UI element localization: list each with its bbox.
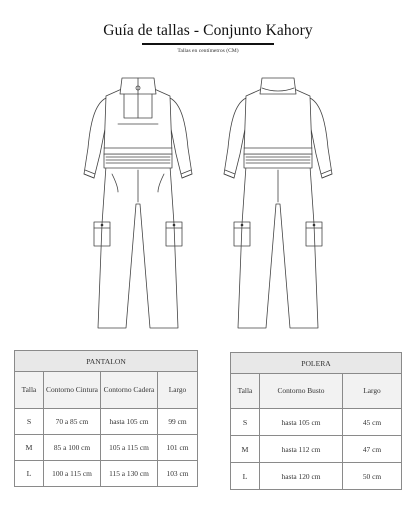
back-view-illustration [218, 74, 338, 339]
header-talla: Talla [15, 372, 44, 409]
cell-hip: 105 a 115 cm [101, 435, 158, 461]
header-largo: Largo [343, 374, 402, 409]
table-row [15, 461, 198, 487]
cell-size: M [15, 435, 44, 461]
header-contorno-busto: Contorno Busto [260, 374, 343, 409]
cell-size: L [15, 461, 44, 487]
header-largo: Largo [158, 372, 198, 409]
page-title: Guía de tallas - Conjunto Kahory [103, 22, 313, 39]
cell-size: S [15, 409, 44, 435]
cell-length: 101 cm [158, 435, 198, 461]
cell-length: 50 cm [343, 463, 402, 490]
cell-size: M [231, 436, 260, 463]
cell-size: S [231, 409, 260, 436]
pantalon-caption: PANTALON [15, 351, 198, 372]
cell-size: L [231, 463, 260, 490]
table-row [231, 463, 402, 490]
title-underline [142, 43, 274, 45]
pantalon-size-table [14, 350, 198, 487]
table-row [231, 409, 402, 436]
cell-waist: 85 a 100 cm [44, 435, 101, 461]
header-contorno-cadera: Contorno Cadera [101, 372, 158, 409]
cell-length: 103 cm [158, 461, 198, 487]
header-talla: Talla [231, 374, 260, 409]
cell-bust: hasta 120 cm [260, 463, 343, 490]
units-subtitle: Tallas en centímetros (CM) [177, 48, 239, 54]
cell-waist: 100 a 115 cm [44, 461, 101, 487]
cell-hip: 115 a 130 cm [101, 461, 158, 487]
table-row [231, 436, 402, 463]
table-row [15, 435, 198, 461]
polera-caption: POLERA [231, 353, 402, 374]
cell-waist: 70 a 85 cm [44, 409, 101, 435]
table-row [15, 409, 198, 435]
front-view-illustration [78, 74, 198, 339]
cell-bust: hasta 112 cm [260, 436, 343, 463]
cell-hip: hasta 105 cm [101, 409, 158, 435]
header-contorno-cintura: Contorno Cintura [44, 372, 101, 409]
cell-length: 45 cm [343, 409, 402, 436]
polera-size-table [230, 352, 402, 490]
cell-length: 99 cm [158, 409, 198, 435]
cell-bust: hasta 105 cm [260, 409, 343, 436]
cell-length: 47 cm [343, 436, 402, 463]
